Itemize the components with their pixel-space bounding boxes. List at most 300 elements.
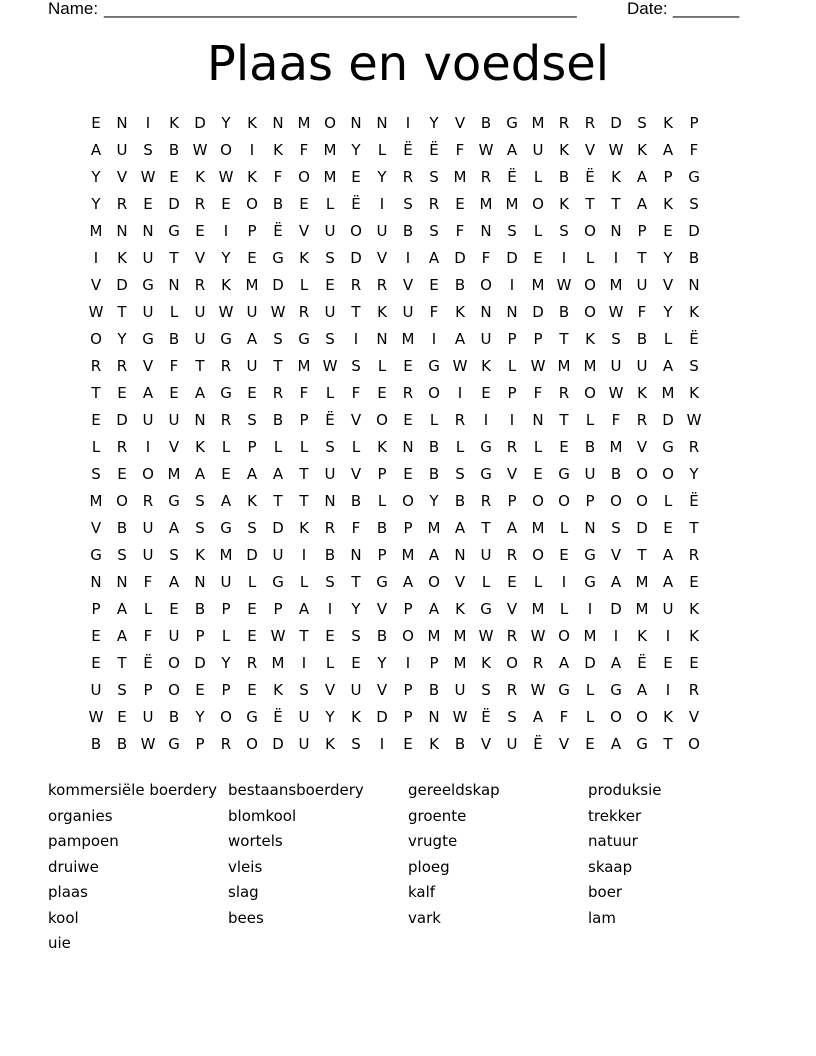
- grid-cell: R: [584, 114, 596, 132]
- grid-cell: T: [585, 195, 595, 213]
- grid-cell: T: [351, 573, 361, 591]
- grid-cell: M: [609, 276, 623, 294]
- grid-row: [83, 272, 733, 299]
- grid-cell: T: [559, 411, 569, 429]
- grid-cell: O: [402, 627, 414, 645]
- grid-cell: W: [88, 303, 104, 321]
- grid-cell: U: [324, 303, 336, 321]
- grid-cell: R: [116, 438, 128, 456]
- grid-cell: U: [506, 735, 518, 753]
- grid-cell: M: [635, 600, 649, 618]
- grid-cell: M: [453, 654, 467, 672]
- grid-cell: E: [195, 222, 205, 240]
- grid-cell: W: [140, 168, 156, 186]
- grid-cell: A: [506, 519, 518, 537]
- letter-grid: [83, 110, 733, 758]
- grid-cell: S: [325, 438, 335, 456]
- grid-cell: E: [403, 735, 413, 753]
- grid-cell: Y: [91, 195, 101, 213]
- grid-cell: M: [531, 114, 545, 132]
- grid-cell: T: [637, 546, 647, 564]
- grid-cell: W: [530, 627, 546, 645]
- grid-cell: G: [636, 735, 648, 753]
- grid-cell: W: [478, 627, 494, 645]
- grid-cell: S: [117, 681, 127, 699]
- grid-cell: R: [142, 492, 154, 510]
- grid-cell: Y: [377, 654, 387, 672]
- grid-cell: G: [558, 681, 570, 699]
- grid-cell: R: [116, 357, 128, 375]
- grid-cell: L: [585, 681, 595, 699]
- grid-cell: L: [299, 438, 309, 456]
- grid-cell: Ë: [507, 168, 517, 186]
- grid-cell: N: [454, 546, 466, 564]
- grid-cell: G: [428, 357, 440, 375]
- grid-cell: K: [689, 303, 699, 321]
- grid-cell: V: [610, 546, 622, 564]
- grid-cell: L: [325, 384, 335, 402]
- grid-cell: V: [506, 465, 518, 483]
- grid-cell: R: [324, 519, 336, 537]
- grid-cell: R: [246, 654, 258, 672]
- grid-cell: U: [662, 600, 674, 618]
- grid-cell: S: [195, 519, 205, 537]
- grid-cell: R: [350, 276, 362, 294]
- grid-cell: E: [143, 195, 153, 213]
- grid-cell: L: [533, 168, 543, 186]
- grid-row: [83, 515, 733, 542]
- grid-cell: F: [169, 357, 179, 375]
- grid-cell: U: [220, 573, 232, 591]
- grid-cell: O: [142, 465, 154, 483]
- grid-cell: A: [272, 465, 284, 483]
- grid-cell: W: [270, 627, 286, 645]
- grid-cell: U: [142, 519, 154, 537]
- word-list-item: produksie: [588, 781, 662, 799]
- grid-cell: T: [117, 654, 127, 672]
- grid-cell: B: [90, 735, 102, 753]
- grid-cell: I: [613, 627, 619, 645]
- grid-row: [83, 407, 733, 434]
- grid-cell: N: [428, 708, 440, 726]
- grid-row: [83, 110, 733, 137]
- grid-cell: O: [610, 492, 622, 510]
- grid-cell: V: [168, 438, 180, 456]
- grid-cell: K: [195, 168, 205, 186]
- grid-cell: Y: [195, 708, 205, 726]
- grid-cell: B: [272, 411, 284, 429]
- grid-cell: L: [299, 573, 309, 591]
- grid-cell: R: [428, 195, 440, 213]
- grid-cell: L: [585, 249, 595, 267]
- grid-cell: Ë: [689, 330, 699, 348]
- grid-cell: P: [429, 654, 439, 672]
- grid-cell: R: [220, 411, 232, 429]
- grid-cell: N: [194, 411, 206, 429]
- grid-cell: V: [506, 600, 518, 618]
- grid-cell: Y: [91, 168, 101, 186]
- grid-cell: U: [298, 708, 310, 726]
- grid-cell: U: [324, 465, 336, 483]
- grid-cell: N: [116, 573, 128, 591]
- grid-cell: B: [428, 465, 440, 483]
- grid-cell: I: [457, 384, 463, 402]
- grid-cell: S: [299, 681, 309, 699]
- grid-cell: W: [478, 141, 494, 159]
- grid-cell: E: [689, 573, 699, 591]
- grid-cell: P: [403, 708, 413, 726]
- grid-cell: S: [143, 141, 153, 159]
- grid-cell: L: [377, 357, 387, 375]
- grid-cell: A: [428, 249, 440, 267]
- grid-cell: U: [298, 735, 310, 753]
- grid-cell: N: [584, 519, 596, 537]
- grid-cell: S: [247, 411, 257, 429]
- word-list-item: druiwe: [48, 857, 99, 876]
- grid-cell: G: [662, 438, 674, 456]
- grid-cell: O: [688, 735, 700, 753]
- grid-cell: E: [481, 384, 491, 402]
- word-list-item: slag: [228, 883, 259, 901]
- grid-cell: O: [584, 303, 596, 321]
- grid-cell: N: [324, 492, 336, 510]
- grid-cell: P: [689, 114, 699, 132]
- grid-cell: W: [270, 303, 286, 321]
- grid-cell: W: [88, 708, 104, 726]
- grid-cell: M: [479, 195, 493, 213]
- grid-cell: T: [351, 303, 361, 321]
- grid-cell: S: [507, 222, 517, 240]
- grid-cell: M: [453, 168, 467, 186]
- grid-cell: M: [505, 195, 519, 213]
- grid-cell: M: [583, 627, 597, 645]
- grid-cell: I: [405, 654, 411, 672]
- grid-cell: N: [350, 114, 362, 132]
- grid-cell: V: [454, 573, 466, 591]
- grid-cell: E: [91, 411, 101, 429]
- grid-cell: M: [531, 519, 545, 537]
- grid-cell: V: [376, 249, 388, 267]
- grid-cell: B: [402, 222, 414, 240]
- grid-cell: V: [480, 735, 492, 753]
- grid-cell: A: [610, 573, 622, 591]
- grid-cell: K: [637, 141, 647, 159]
- grid-cell: I: [145, 114, 151, 132]
- grid-cell: Y: [663, 249, 673, 267]
- grid-cell: D: [194, 114, 206, 132]
- grid-cell: F: [273, 168, 283, 186]
- grid-cell: R: [480, 492, 492, 510]
- grid-cell: F: [637, 303, 647, 321]
- grid-cell: D: [454, 249, 466, 267]
- grid-cell: P: [247, 438, 257, 456]
- name-label: Name:: [48, 0, 99, 18]
- grid-cell: O: [636, 492, 648, 510]
- grid-cell: L: [273, 438, 283, 456]
- grid-cell: S: [559, 222, 569, 240]
- grid-row: [83, 488, 733, 515]
- grid-cell: Ë: [689, 492, 699, 510]
- grid-cell: A: [506, 141, 518, 159]
- grid-cell: S: [689, 195, 699, 213]
- grid-cell: E: [91, 114, 101, 132]
- grid-cell: E: [585, 735, 595, 753]
- grid-cell: M: [219, 546, 233, 564]
- grid-cell: B: [194, 600, 206, 618]
- grid-cell: L: [377, 492, 387, 510]
- grid-cell: I: [301, 546, 307, 564]
- grid-cell: O: [558, 627, 570, 645]
- grid-cell: A: [454, 519, 466, 537]
- grid-cell: B: [168, 330, 180, 348]
- grid-cell: G: [558, 465, 570, 483]
- word-list-item: bestaansboerdery: [228, 781, 364, 799]
- grid-cell: L: [585, 708, 595, 726]
- grid-cell: E: [91, 627, 101, 645]
- grid-cell: D: [506, 249, 518, 267]
- grid-cell: K: [221, 276, 231, 294]
- grid-cell: S: [637, 114, 647, 132]
- grid-cell: E: [117, 384, 127, 402]
- grid-row: [83, 191, 733, 218]
- grid-cell: S: [351, 627, 361, 645]
- grid-cell: R: [506, 438, 518, 456]
- grid-cell: W: [218, 303, 234, 321]
- grid-cell: D: [272, 276, 284, 294]
- grid-row: [83, 299, 733, 326]
- grid-cell: G: [610, 681, 622, 699]
- grid-cell: T: [169, 249, 179, 267]
- grid-cell: I: [587, 600, 593, 618]
- grid-cell: A: [298, 600, 310, 618]
- grid-cell: B: [116, 735, 128, 753]
- grid-cell: Y: [689, 465, 699, 483]
- grid-cell: I: [301, 654, 307, 672]
- grid-cell: O: [532, 195, 544, 213]
- grid-cell: M: [635, 573, 649, 591]
- grid-cell: U: [168, 411, 180, 429]
- grid-cell: V: [688, 708, 700, 726]
- grid-cell: R: [402, 384, 414, 402]
- grid-cell: V: [584, 141, 596, 159]
- grid-cell: A: [220, 492, 232, 510]
- grid-cell: V: [376, 681, 388, 699]
- grid-cell: S: [403, 195, 413, 213]
- grid-cell: D: [610, 600, 622, 618]
- grid-cell: V: [454, 114, 466, 132]
- page-title: Plaas en voedsel: [206, 36, 610, 92]
- grid-cell: S: [351, 357, 361, 375]
- grid-cell: Y: [377, 168, 387, 186]
- grid-cell: E: [351, 654, 361, 672]
- grid-cell: B: [350, 492, 362, 510]
- grid-cell: V: [350, 465, 362, 483]
- grid-cell: V: [662, 276, 674, 294]
- grid-cell: Ë: [403, 141, 413, 159]
- grid-cell: P: [221, 600, 231, 618]
- word-list-item: kommersiële boerdery: [48, 781, 217, 799]
- grid-cell: P: [247, 222, 257, 240]
- grid-cell: D: [350, 249, 362, 267]
- grid-cell: D: [168, 195, 180, 213]
- grid-cell: L: [533, 573, 543, 591]
- grid-cell: U: [142, 708, 154, 726]
- grid-cell: U: [142, 546, 154, 564]
- grid-cell: P: [299, 411, 309, 429]
- grid-cell: S: [611, 519, 621, 537]
- grid-cell: Ë: [325, 411, 335, 429]
- grid-cell: I: [223, 222, 229, 240]
- grid-cell: E: [91, 654, 101, 672]
- grid-cell: A: [636, 168, 648, 186]
- grid-cell: R: [558, 114, 570, 132]
- grid-cell: L: [91, 438, 101, 456]
- grid-cell: M: [609, 438, 623, 456]
- grid-cell: P: [377, 546, 387, 564]
- grid-cell: O: [90, 330, 102, 348]
- grid-cell: G: [506, 114, 518, 132]
- grid-cell: M: [531, 600, 545, 618]
- grid-cell: O: [532, 492, 544, 510]
- grid-cell: A: [168, 519, 180, 537]
- word-list-item: vrugte: [408, 832, 458, 850]
- grid-cell: M: [531, 276, 545, 294]
- grid-cell: P: [91, 600, 101, 618]
- grid-cell: N: [272, 114, 284, 132]
- grid-cell: R: [194, 276, 206, 294]
- grid-cell: F: [299, 384, 309, 402]
- grid-cell: G: [584, 573, 596, 591]
- grid-cell: P: [143, 681, 153, 699]
- grid-cell: E: [689, 654, 699, 672]
- grid-cell: B: [454, 492, 466, 510]
- grid-cell: A: [636, 195, 648, 213]
- grid-cell: A: [662, 357, 674, 375]
- grid-cell: B: [376, 627, 388, 645]
- grid-cell: E: [169, 600, 179, 618]
- grid-cell: S: [429, 168, 439, 186]
- grid-cell: A: [454, 330, 466, 348]
- grid-cell: G: [168, 735, 180, 753]
- grid-cell: F: [429, 303, 439, 321]
- grid-row: [83, 218, 733, 245]
- grid-cell: S: [325, 573, 335, 591]
- grid-cell: M: [661, 384, 675, 402]
- grid-cell: K: [273, 681, 283, 699]
- grid-row: [83, 650, 733, 677]
- grid-cell: U: [194, 303, 206, 321]
- grid-cell: Ë: [273, 708, 283, 726]
- grid-cell: B: [454, 276, 466, 294]
- grid-cell: S: [325, 249, 335, 267]
- grid-cell: I: [509, 276, 515, 294]
- grid-cell: P: [507, 330, 517, 348]
- grid-cell: U: [454, 681, 466, 699]
- grid-cell: B: [376, 519, 388, 537]
- grid-cell: I: [483, 411, 489, 429]
- grid-cell: A: [532, 708, 544, 726]
- grid-cell: I: [561, 249, 567, 267]
- grid-cell: W: [140, 735, 156, 753]
- grid-cell: S: [91, 465, 101, 483]
- word-list-item: trekker: [588, 806, 642, 825]
- grid-cell: S: [247, 519, 257, 537]
- grid-cell: L: [585, 411, 595, 429]
- grid-cell: O: [636, 465, 648, 483]
- word-list-item: lam: [588, 908, 616, 927]
- grid-cell: R: [220, 357, 232, 375]
- grid-cell: E: [403, 465, 413, 483]
- grid-cell: U: [142, 411, 154, 429]
- grid-cell: N: [168, 276, 180, 294]
- grid-cell: F: [143, 573, 153, 591]
- grid-cell: T: [299, 492, 309, 510]
- grid-cell: B: [454, 735, 466, 753]
- grid-cell: K: [429, 735, 439, 753]
- grid-row: [83, 623, 733, 650]
- grid-cell: L: [299, 276, 309, 294]
- grid-cell: A: [402, 573, 414, 591]
- grid-cell: A: [428, 546, 440, 564]
- grid-row: [83, 245, 733, 272]
- grid-cell: L: [559, 519, 569, 537]
- grid-cell: K: [689, 600, 699, 618]
- grid-cell: O: [168, 654, 180, 672]
- grid-row: [83, 731, 733, 758]
- grid-cell: U: [584, 465, 596, 483]
- grid-cell: O: [402, 492, 414, 510]
- grid-cell: K: [559, 141, 569, 159]
- grid-cell: K: [377, 438, 387, 456]
- grid-cell: K: [351, 708, 361, 726]
- grid-cell: W: [452, 708, 468, 726]
- grid-cell: U: [90, 681, 102, 699]
- grid-cell: M: [453, 627, 467, 645]
- grid-cell: M: [167, 465, 181, 483]
- grid-cell: G: [272, 249, 284, 267]
- grid-cell: R: [558, 384, 570, 402]
- grid-cell: L: [143, 600, 153, 618]
- grid-cell: G: [480, 438, 492, 456]
- grid-cell: K: [117, 249, 127, 267]
- grid-cell: Ë: [351, 195, 361, 213]
- word-list-item: boer: [588, 883, 623, 901]
- grid-cell: G: [90, 546, 102, 564]
- grid-cell: V: [376, 600, 388, 618]
- grid-cell: E: [663, 519, 673, 537]
- grid-cell: V: [402, 276, 414, 294]
- grid-cell: M: [401, 546, 415, 564]
- grid-cell: U: [116, 141, 128, 159]
- grid-cell: T: [273, 357, 283, 375]
- grid-cell: B: [428, 681, 440, 699]
- grid-cell: G: [688, 168, 700, 186]
- grid-cell: I: [431, 330, 437, 348]
- grid-cell: G: [168, 222, 180, 240]
- grid-cell: E: [663, 222, 673, 240]
- grid-cell: G: [376, 573, 388, 591]
- grid-cell: D: [376, 708, 388, 726]
- word-list-item: ploeg: [408, 857, 450, 876]
- grid-cell: I: [561, 573, 567, 591]
- grid-cell: P: [507, 384, 517, 402]
- grid-cell: V: [90, 276, 102, 294]
- grid-cell: Ë: [429, 141, 439, 159]
- grid-cell: M: [297, 357, 311, 375]
- grid-cell: T: [299, 627, 309, 645]
- grid-cell: L: [325, 195, 335, 213]
- grid-cell: T: [689, 519, 699, 537]
